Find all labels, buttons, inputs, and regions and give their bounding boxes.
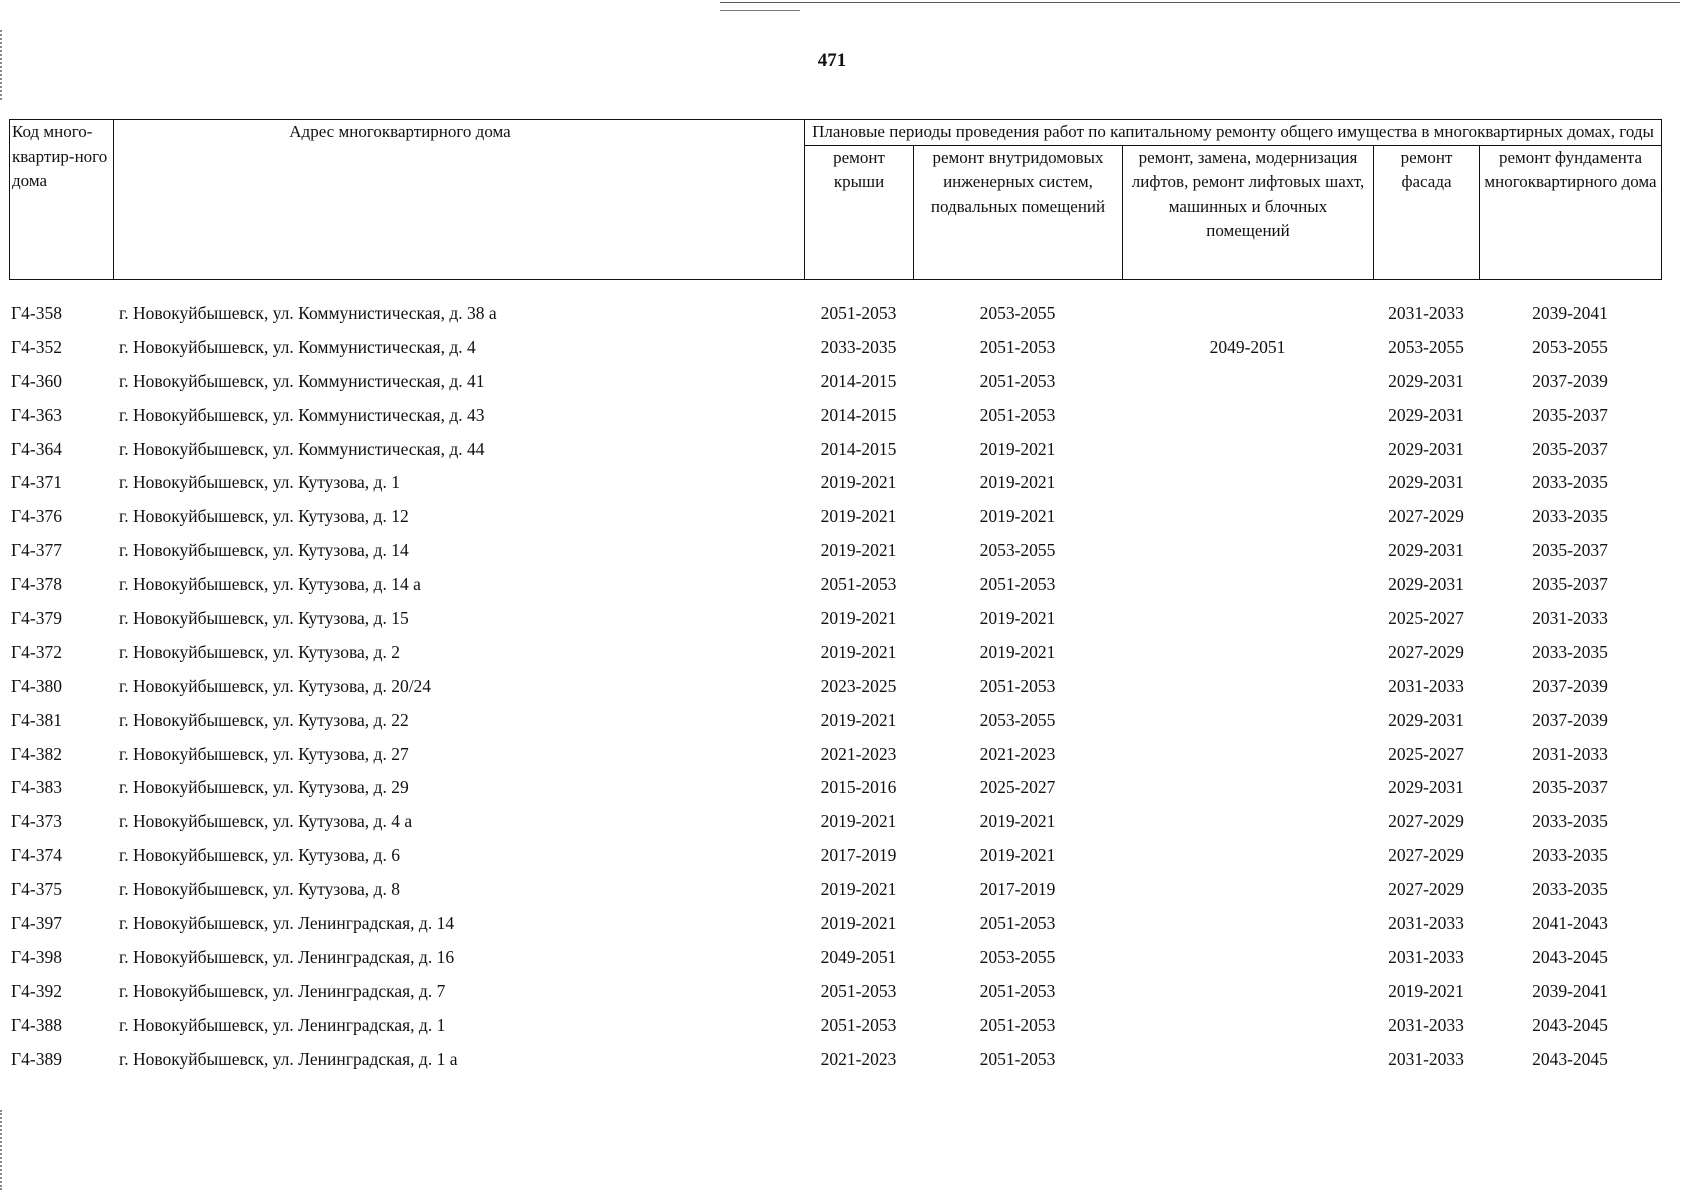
cell-engineering: 2017-2019: [979, 879, 1056, 900]
cell-engineering: 2051-2053: [979, 1048, 1056, 1069]
table-row: [9, 471, 1661, 505]
cell-code: Г4-392: [11, 980, 62, 1001]
table-row: [9, 1014, 1661, 1048]
cell-address: г. Новокуйбышевск, ул. Ленинградская, д. 1 а: [119, 1048, 458, 1069]
cell-foundation: 2037-2039: [1532, 370, 1608, 391]
cell-code: Г4-397: [11, 913, 62, 934]
cell-foundation: 2043-2045: [1532, 1014, 1608, 1035]
cell-engineering: 2053-2055: [979, 709, 1056, 730]
cell-roof: 2019-2021: [820, 608, 897, 629]
cell-facade: 2031-2033: [1388, 675, 1464, 696]
cell-roof: 2019-2021: [820, 472, 897, 493]
cell-engineering: 2019-2021: [979, 845, 1056, 866]
table-row: [9, 370, 1661, 404]
cell-address: г. Новокуйбышевск, ул. Коммунистическая, д. 44: [119, 438, 485, 459]
cell-elevators: [1122, 776, 1373, 810]
cell-foundation: 2033-2035: [1532, 641, 1608, 662]
cell-foundation: 2037-2039: [1532, 709, 1608, 730]
cell-facade: 2029-2031: [1388, 438, 1464, 459]
cell-elevators: [1122, 1048, 1373, 1082]
cell-roof: 2019-2021: [820, 811, 897, 832]
cell-address: г. Новокуйбышевск, ул. Коммунистическая, д. 38 а: [119, 303, 497, 323]
table-row: [9, 336, 1661, 370]
cell-address: г. Новокуйбышевск, ул. Кутузова, д. 2: [119, 641, 400, 662]
cell-elevators: [1122, 370, 1373, 404]
cell-code: Г4-364: [11, 438, 62, 459]
cell-foundation: 2043-2045: [1532, 1048, 1608, 1069]
cell-foundation: 2033-2035: [1532, 879, 1608, 900]
cell-roof: 2051-2053: [820, 574, 897, 595]
table-row: [9, 810, 1661, 844]
cell-code: Г4-377: [11, 540, 62, 561]
cell-facade: 2029-2031: [1388, 777, 1464, 798]
cell-foundation: 2039-2041: [1532, 980, 1608, 1001]
cell-engineering: 2051-2053: [979, 404, 1056, 425]
cell-code: Г4-358: [11, 303, 62, 323]
cell-engineering: 2019-2021: [979, 438, 1056, 459]
cell-foundation: 2031-2033: [1532, 608, 1608, 629]
table-row: [9, 912, 1661, 946]
cell-facade: 2031-2033: [1388, 946, 1464, 967]
cell-engineering: 2051-2053: [979, 980, 1056, 1001]
cell-roof: 2019-2021: [820, 540, 897, 561]
cell-facade: 2029-2031: [1388, 472, 1464, 493]
cell-roof: 2014-2015: [820, 370, 897, 391]
cell-address: г. Новокуйбышевск, ул. Коммунистическая, д. 43: [119, 404, 485, 425]
cell-elevators: [1122, 539, 1373, 573]
table-row: [9, 1048, 1661, 1082]
cell-address: г. Новокуйбышевск, ул. Коммунистическая, д. 41: [119, 370, 485, 391]
cell-roof: 2051-2053: [820, 303, 897, 323]
cell-code: Г4-380: [11, 675, 62, 696]
cell-foundation: 2033-2035: [1532, 472, 1608, 493]
cell-engineering: 2051-2053: [979, 675, 1056, 696]
cell-address: г. Новокуйбышевск, ул. Кутузова, д. 12: [119, 506, 409, 527]
header-code: Код много-квартир-ного дома: [10, 120, 114, 280]
header-periods: Плановые периоды проведения работ по капитальному ремонту общего имущества в многоквартирных домах, годы: [805, 120, 1662, 146]
cell-address: г. Новокуйбышевск, ул. Ленинградская, д. 16: [119, 946, 455, 967]
cell-engineering: 2051-2053: [979, 370, 1056, 391]
cell-roof: 2049-2051: [820, 946, 897, 967]
cell-elevators: [1122, 810, 1373, 844]
scan-margin-marks: [0, 1110, 10, 1190]
table-row: [9, 641, 1661, 675]
cell-code: Г4-352: [11, 336, 62, 357]
cell-foundation: 2043-2045: [1532, 946, 1608, 967]
scan-artifact-line: [720, 10, 800, 11]
table-row: [9, 607, 1661, 641]
cell-code: Г4-363: [11, 404, 62, 425]
cell-code: Г4-376: [11, 506, 62, 527]
cell-code: Г4-379: [11, 608, 62, 629]
cell-code: Г4-375: [11, 879, 62, 900]
cell-address: г. Новокуйбышевск, ул. Кутузова, д. 22: [119, 709, 409, 730]
cell-elevators: [1122, 404, 1373, 438]
cell-roof: 2019-2021: [820, 879, 897, 900]
cell-elevators: [1122, 505, 1373, 539]
table-row: [9, 776, 1661, 810]
cell-elevators: [1122, 438, 1373, 472]
table-row: [9, 743, 1661, 777]
cell-foundation: 2035-2037: [1532, 404, 1608, 425]
cell-facade: 2053-2055: [1388, 336, 1464, 357]
cell-foundation: 2039-2041: [1532, 303, 1608, 323]
table-row: [9, 980, 1661, 1014]
cell-foundation: 2035-2037: [1532, 540, 1608, 561]
cell-elevators: [1122, 946, 1373, 980]
header-elevators: ремонт, замена, модернизация лифтов, ремонт лифтовых шахт, машинных и блочных помещений: [1123, 145, 1374, 279]
cell-engineering: 2053-2055: [979, 303, 1056, 323]
cell-address: г. Новокуйбышевск, ул. Кутузова, д. 27: [119, 743, 409, 764]
cell-facade: 2019-2021: [1388, 980, 1464, 1001]
cell-address: г. Новокуйбышевск, ул. Кутузова, д. 20/24: [119, 675, 432, 696]
cell-roof: 2019-2021: [820, 913, 897, 934]
cell-code: Г4-398: [11, 946, 62, 967]
table-row: [9, 878, 1661, 912]
cell-engineering: 2051-2053: [979, 336, 1056, 357]
table-row: [9, 404, 1661, 438]
cell-facade: 2029-2031: [1388, 540, 1464, 561]
cell-facade: 2029-2031: [1388, 404, 1464, 425]
cell-elevators: [1122, 878, 1373, 912]
cell-elevators: [1122, 471, 1373, 505]
cell-address: г. Новокуйбышевск, ул. Кутузова, д. 29: [119, 777, 409, 798]
cell-engineering: 2021-2023: [979, 743, 1056, 764]
cell-elevators: [1122, 980, 1373, 1014]
cell-code: Г4-371: [11, 472, 62, 493]
cell-elevators: [1122, 709, 1373, 743]
cell-foundation: 2035-2037: [1532, 438, 1608, 459]
cell-address: г. Новокуйбышевск, ул. Кутузова, д. 15: [119, 608, 409, 629]
cell-facade: 2027-2029: [1388, 811, 1464, 832]
cell-foundation: 2033-2035: [1532, 506, 1608, 527]
table-row: [9, 844, 1661, 878]
cell-foundation: 2031-2033: [1532, 743, 1608, 764]
cell-foundation: 2035-2037: [1532, 574, 1608, 595]
cell-elevators: [1122, 641, 1373, 675]
table-row: [9, 302, 1661, 336]
cell-code: Г4-372: [11, 641, 62, 662]
cell-address: г. Новокуйбышевск, ул. Ленинградская, д. 7: [119, 980, 446, 1001]
cell-roof: 2023-2025: [820, 675, 897, 696]
cell-engineering: 2053-2055: [979, 946, 1056, 967]
cell-elevators: [1122, 743, 1373, 777]
cell-facade: 2027-2029: [1388, 845, 1464, 866]
table-row: [9, 675, 1661, 709]
cell-code: Г4-381: [11, 709, 62, 730]
cell-elevators: [1122, 302, 1373, 336]
header-engineering: ремонт внутридомовых инженерных систем, подвальных помещений: [914, 145, 1123, 279]
cell-foundation: 2053-2055: [1532, 336, 1608, 357]
cell-foundation: 2041-2043: [1532, 913, 1608, 934]
cell-engineering: 2053-2055: [979, 540, 1056, 561]
cell-elevators: [1122, 912, 1373, 946]
cell-roof: 2051-2053: [820, 980, 897, 1001]
cell-address: г. Новокуйбышевск, ул. Коммунистическая, д. 4: [119, 336, 476, 357]
cell-engineering: 2019-2021: [979, 506, 1056, 527]
header-facade: ремонт фасада: [1374, 145, 1480, 279]
cell-facade: 2027-2029: [1388, 506, 1464, 527]
cell-engineering: 2051-2053: [979, 1014, 1056, 1035]
cell-elevators: [1122, 607, 1373, 641]
cell-code: Г4-383: [11, 777, 62, 798]
table-row: [9, 709, 1661, 743]
cell-roof: 2015-2016: [820, 777, 897, 798]
cell-facade: 2027-2029: [1388, 641, 1464, 662]
cell-engineering: 2019-2021: [979, 472, 1056, 493]
cell-roof: 2019-2021: [820, 709, 897, 730]
table-row: [9, 946, 1661, 980]
cell-facade: 2025-2027: [1388, 743, 1464, 764]
cell-code: Г4-374: [11, 845, 62, 866]
table-row: [9, 505, 1661, 539]
cell-foundation: 2035-2037: [1532, 777, 1608, 798]
cell-roof: 2051-2053: [820, 1014, 897, 1035]
cell-code: Г4-373: [11, 811, 62, 832]
header-foundation: ремонт фундамента многоквартирного дома: [1480, 145, 1662, 279]
header-roof: ремонт крыши: [805, 145, 914, 279]
cell-address: г. Новокуйбышевск, ул. Кутузова, д. 1: [119, 472, 400, 493]
cell-facade: 2029-2031: [1388, 370, 1464, 391]
table-body: [9, 302, 1661, 1081]
cell-engineering: 2025-2027: [979, 777, 1056, 798]
scan-artifact-line: [720, 2, 1680, 3]
cell-facade: 2031-2033: [1388, 913, 1464, 934]
cell-address: г. Новокуйбышевск, ул. Кутузова, д. 6: [119, 845, 400, 866]
page-number: 471: [817, 50, 847, 71]
cell-code: Г4-382: [11, 743, 62, 764]
cell-address: г. Новокуйбышевск, ул. Кутузова, д. 14: [119, 540, 409, 561]
cell-code: Г4-389: [11, 1048, 62, 1069]
cell-roof: 2014-2015: [820, 404, 897, 425]
table-header: [9, 119, 1662, 280]
cell-engineering: 2019-2021: [979, 608, 1056, 629]
cell-roof: 2017-2019: [820, 845, 897, 866]
cell-address: г. Новокуйбышевск, ул. Кутузова, д. 4 а: [119, 811, 413, 832]
cell-code: Г4-360: [11, 370, 62, 391]
cell-facade: 2031-2033: [1388, 1048, 1464, 1069]
cell-roof: 2014-2015: [820, 438, 897, 459]
cell-foundation: 2033-2035: [1532, 845, 1608, 866]
cell-address: г. Новокуйбышевск, ул. Кутузова, д. 14 а: [119, 574, 421, 595]
cell-roof: 2021-2023: [820, 743, 897, 764]
cell-facade: 2029-2031: [1388, 574, 1464, 595]
cell-roof: 2019-2021: [820, 506, 897, 527]
cell-engineering: 2051-2053: [979, 913, 1056, 934]
header-address: Адрес многоквартирного дома: [114, 120, 805, 280]
table-row: [9, 539, 1661, 573]
cell-facade: 2031-2033: [1388, 1014, 1464, 1035]
cell-facade: 2031-2033: [1388, 303, 1464, 323]
cell-roof: 2021-2023: [820, 1048, 897, 1069]
cell-roof: 2033-2035: [820, 336, 897, 357]
cell-engineering: 2019-2021: [979, 811, 1056, 832]
cell-elevators: [1122, 1014, 1373, 1048]
table-row: [9, 573, 1661, 607]
cell-elevators: [1122, 844, 1373, 878]
cell-elevators: 2049-2051: [1209, 336, 1286, 357]
cell-facade: 2027-2029: [1388, 879, 1464, 900]
cell-address: г. Новокуйбышевск, ул. Ленинградская, д. 14: [119, 913, 455, 934]
cell-foundation: 2037-2039: [1532, 675, 1608, 696]
cell-roof: 2019-2021: [820, 641, 897, 662]
cell-code: Г4-378: [11, 574, 62, 595]
cell-foundation: 2033-2035: [1532, 811, 1608, 832]
cell-engineering: 2051-2053: [979, 574, 1056, 595]
cell-address: г. Новокуйбышевск, ул. Ленинградская, д. 1: [119, 1014, 446, 1035]
cell-code: Г4-388: [11, 1014, 62, 1035]
cell-facade: 2029-2031: [1388, 709, 1464, 730]
cell-facade: 2025-2027: [1388, 608, 1464, 629]
cell-elevators: [1122, 573, 1373, 607]
table-row: [9, 438, 1661, 472]
cell-address: г. Новокуйбышевск, ул. Кутузова, д. 8: [119, 879, 400, 900]
cell-elevators: [1122, 675, 1373, 709]
cell-engineering: 2019-2021: [979, 641, 1056, 662]
